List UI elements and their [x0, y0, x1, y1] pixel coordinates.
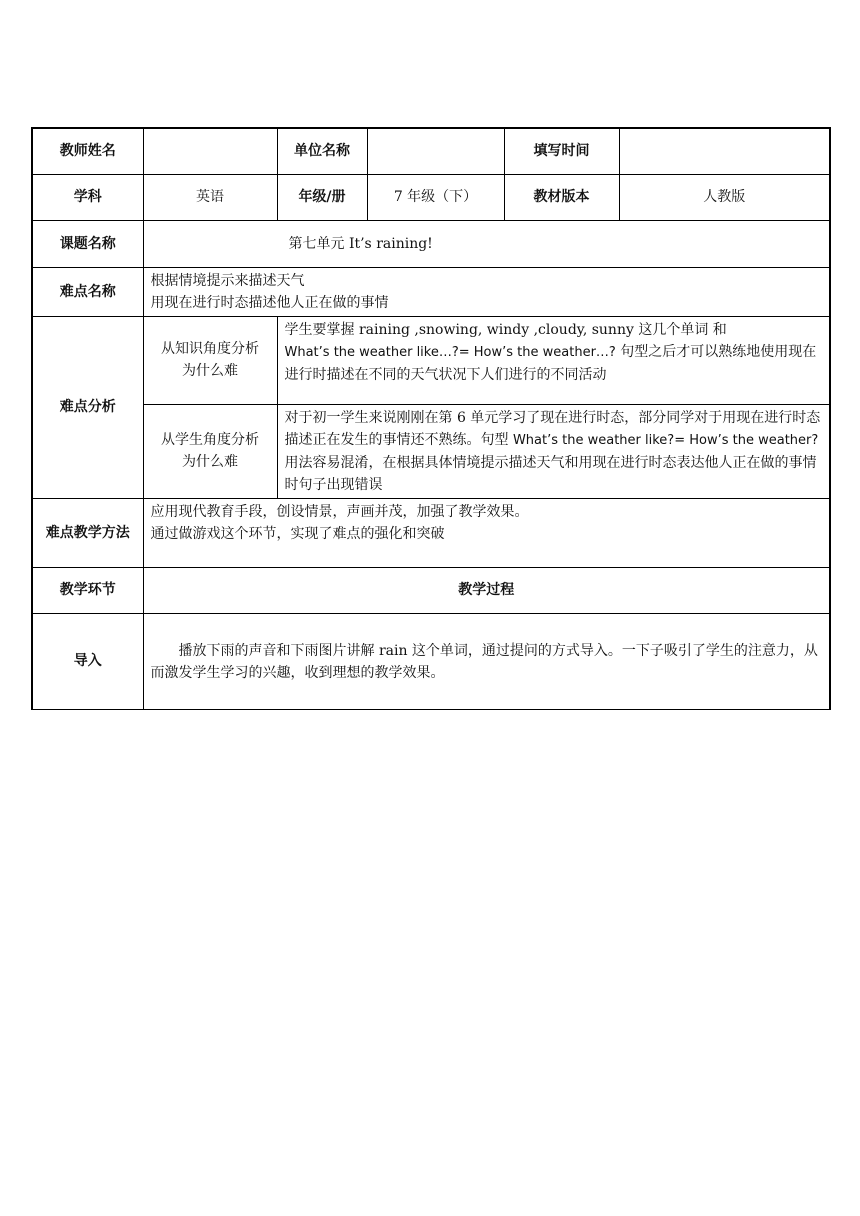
unit-name-value: [367, 128, 504, 174]
teacher-name-label: 教师姓名: [32, 128, 143, 174]
subject-row: [32, 174, 830, 220]
unit-name-label: 单位名称: [277, 128, 367, 174]
fill-time-value: [619, 128, 830, 174]
teaching-step-label: 教学环节: [32, 567, 143, 613]
student-angle-label: [143, 404, 277, 498]
grade-label: 年级/册: [277, 174, 367, 220]
student-text-part-3: 用法容易混淆，在根据具体情境提示描述天气和用现在进行时态表达他人正在做的事情时句子出现错误: [284, 454, 817, 493]
student-analysis-text: [277, 404, 830, 498]
knowledge-analysis-text: [277, 316, 830, 404]
topic-row: [32, 220, 830, 267]
subject-label: 学科: [32, 174, 143, 220]
lesson-plan-table: [31, 127, 831, 710]
edition-value: 人教版: [619, 174, 830, 220]
knowledge-angle-label: [143, 316, 277, 404]
method-label: 难点教学方法: [32, 498, 143, 567]
topic-value: 第七单元 It’s raining!: [143, 220, 830, 267]
student-angle-line-1: 从学生角度分析: [161, 432, 259, 448]
difficulty-row: [32, 267, 830, 316]
student-text-part-1: 对于初一学生来说刚刚在第 6 单元学习了现在进行时态，部分同学对于用现在进行时态描述正在发生的事情还不熟练。句型: [284, 409, 821, 448]
edition-label: 教材版本: [504, 174, 619, 220]
process-header-row: [32, 567, 830, 613]
knowledge-text-part-1: 学生要掌握 raining ,snowing, windy ,cloudy, sunny 这几个单词 和: [284, 321, 727, 338]
knowledge-angle-line-2: 为什么难: [182, 363, 238, 379]
difficulty-value: [143, 267, 830, 316]
intro-text: 播放下雨的声音和下雨图片讲解 rain 这个单词，通过提问的方式导入。一下子吸引了学生的注意力，从而激发学生学习的兴趣，收到理想的教学效果。: [143, 613, 830, 709]
method-line-2: 通过做游戏这个环节，实现了难点的强化和突破: [150, 525, 445, 542]
difficulty-label: 难点名称: [32, 267, 143, 316]
student-text-part-2: What’s the weather like?= How’s the weather?: [512, 432, 819, 448]
subject-value: 英语: [143, 174, 277, 220]
grade-value: 7 年级（下）: [367, 174, 504, 220]
analysis-label: 难点分析: [32, 316, 143, 498]
teaching-process-label: 教学过程: [143, 567, 830, 613]
teacher-name-value: [143, 128, 277, 174]
intro-label: 导入: [32, 613, 143, 709]
knowledge-angle-line-1: 从知识角度分析: [161, 341, 259, 357]
method-value: [143, 498, 830, 567]
topic-label: 课题名称: [32, 220, 143, 267]
knowledge-text-part-2: What’s the weather like…?= How’s the weather…?: [284, 344, 616, 360]
student-angle-line-2: 为什么难: [182, 454, 238, 470]
teacher-info-row: [32, 128, 830, 174]
difficulty-line-2: 用现在进行时态描述他人正在做的事情: [150, 294, 389, 311]
method-row: [32, 498, 830, 567]
intro-row: [32, 613, 830, 709]
knowledge-text-part-3: 句型之后才可以熟练地使用现在进行时描述在不同的天气状况下人们进行的不同活动: [284, 343, 817, 383]
analysis-student-row: [32, 404, 830, 498]
fill-time-label: 填写时间: [504, 128, 619, 174]
difficulty-line-1: 根据情境提示来描述天气: [150, 272, 305, 289]
method-line-1: 应用现代教育手段，创设情景，声画并茂，加强了教学效果。: [150, 503, 529, 520]
analysis-knowledge-row: [32, 316, 830, 404]
